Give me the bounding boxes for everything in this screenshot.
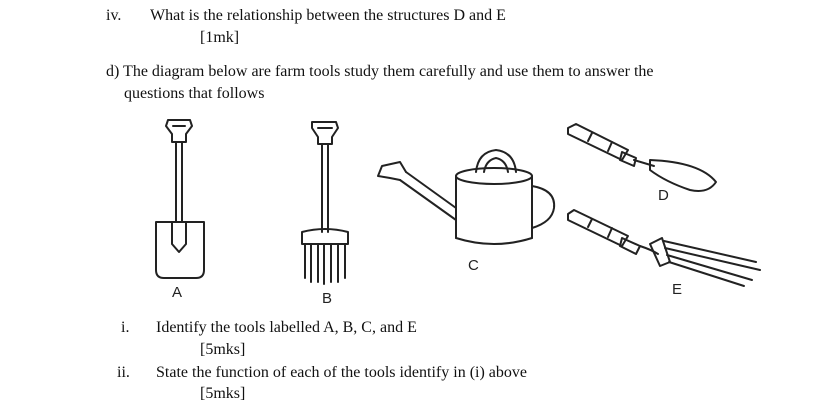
sub-question-i-marks: [5mks] [200, 341, 246, 358]
question-iv-text: What is the relationship between the structures D and E [150, 7, 506, 24]
question-d-line2: questions that follows [124, 85, 265, 102]
trowel-tool-d [568, 124, 716, 204]
sub-question-ii-text: State the function of each of the tools identify in (i) above [156, 364, 527, 381]
watering-can-tool-c [378, 150, 554, 274]
sub-question-ii-number: ii. [117, 364, 130, 381]
question-iv-marks: [1mk] [200, 29, 240, 46]
sub-question-ii-marks: [5mks] [200, 385, 246, 402]
fork-tool-b [302, 122, 348, 307]
question-d-line1: d) The diagram below are farm tools study them carefully and use them to answer the [106, 63, 654, 80]
label-a: A [172, 284, 183, 301]
spade-tool-a [156, 120, 204, 301]
sub-question-i-text: Identify the tools labelled A, B, C, and E [156, 319, 417, 336]
label-b: B [322, 290, 333, 307]
question-iv-number: iv. [106, 7, 122, 24]
label-c: C [468, 257, 479, 274]
sub-question-i-number: i. [121, 319, 130, 336]
label-d: D [658, 187, 669, 204]
hand-fork-tool-e [568, 210, 760, 298]
label-e: E [672, 281, 683, 298]
